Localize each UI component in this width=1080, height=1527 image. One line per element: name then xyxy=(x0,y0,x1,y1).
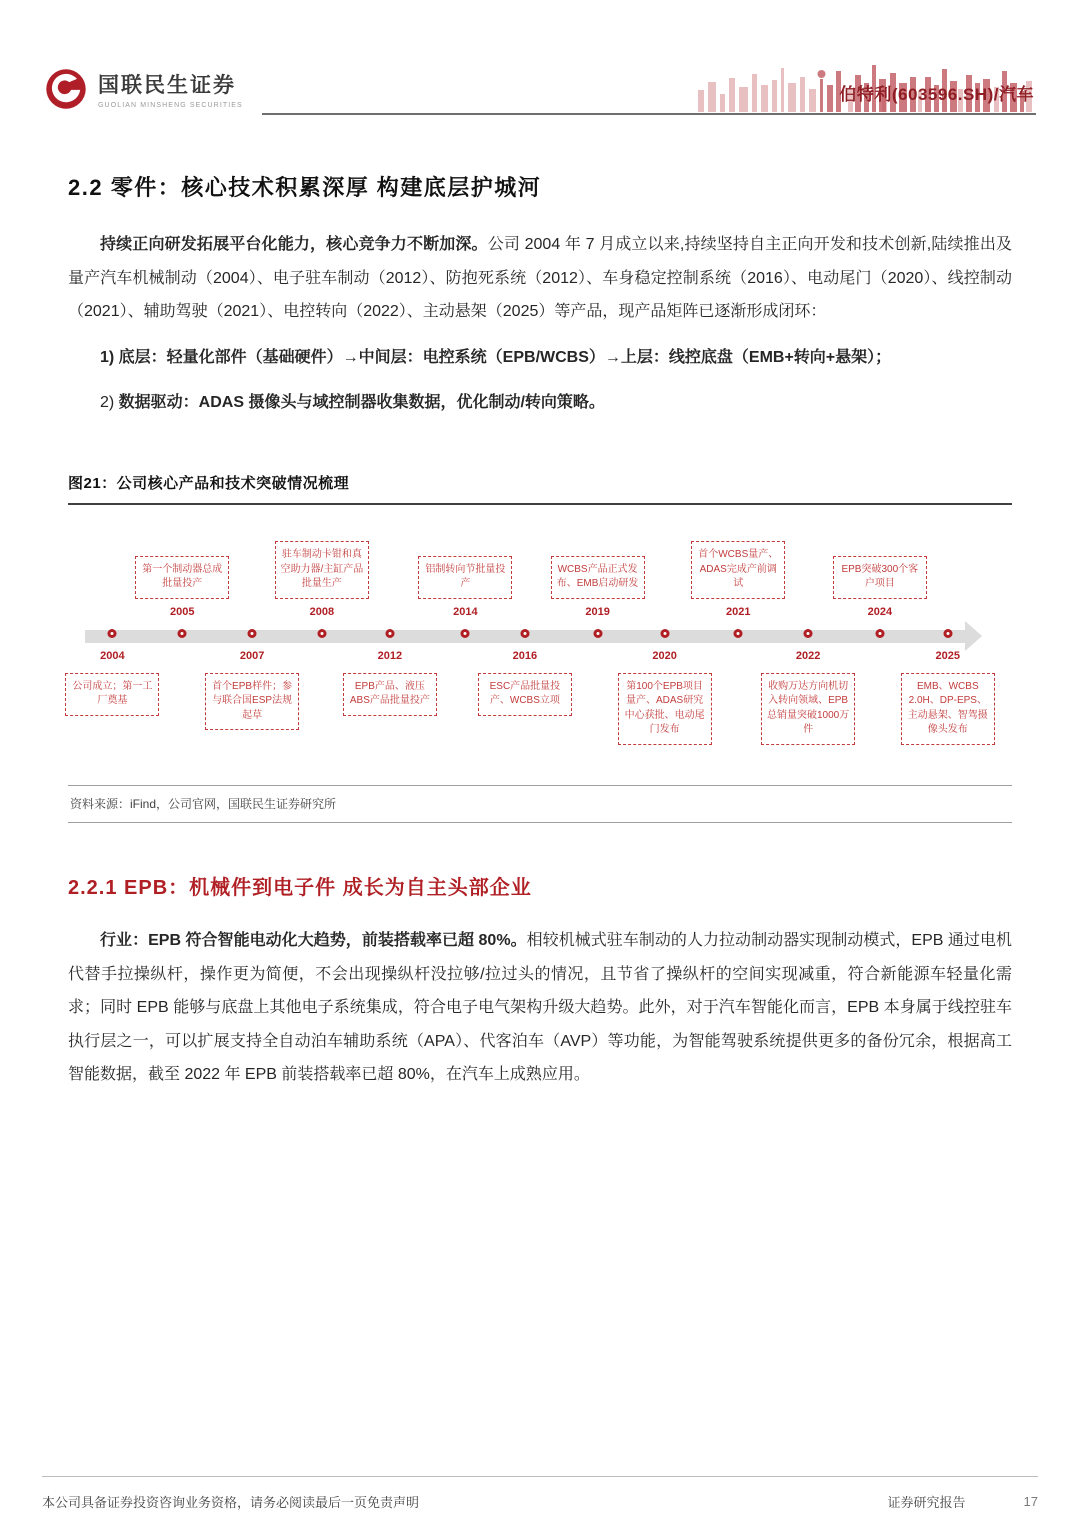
report-body xyxy=(0,171,1080,1092)
timeline-event-box: 首个WCBS量产、ADAS完成产前调试 xyxy=(691,541,785,599)
timeline-event-box: EPB产品、液压ABS产品批量投产 xyxy=(343,673,437,716)
timeline-node xyxy=(108,629,117,638)
report-footer xyxy=(42,1476,1038,1511)
timeline-year: 2019 xyxy=(585,605,610,618)
page-number: 17 xyxy=(1023,1494,1038,1509)
timeline-event-box: 第一个制动器总成批量投产 xyxy=(135,556,229,599)
timeline-year: 2020 xyxy=(652,649,677,662)
header-right xyxy=(262,51,1036,115)
paragraph-text: 公司 2004 年 7 月成立以来,持续坚持自主正向开发和技术创新,陆续推出及量产汽车机械制动（2004）、电子驻车制动（2012）、防抱死系统（2012）、车身稳定控制系统（2016）、电动尾门（2020）、线控制动（2021）、辅助驾驶（2021）、电控转向（2022）、主动悬架（2025）等产品，现产品矩阵已逐渐形成闭环： xyxy=(68,236,1012,321)
timeline-event-box: EPB突破300个客户项目 xyxy=(833,556,927,599)
subsection-heading: 2.2.1 EPB：机械件到电子件 成长为自主头部企业 xyxy=(68,876,532,899)
timeline-year: 2008 xyxy=(309,605,335,618)
timeline-node xyxy=(660,629,669,638)
paragraph-2-lead-bold: 行业：EPB 符合智能电动化大趋势，前装搭载率已超 80%。 xyxy=(100,931,527,949)
footer-disclaimer: 本公司具备证券投资咨询业务资格，请务必阅读最后一页免责声明 xyxy=(42,1495,420,1510)
timeline-year: 2005 xyxy=(169,605,195,618)
brand-logo xyxy=(44,67,262,115)
body-paragraph-1 xyxy=(68,228,1012,329)
section-heading: 2.2 零件：核心技术积累深厚 构建底层护城河 xyxy=(68,175,542,200)
timeline-event-box: ESC产品批量投产、WCBS立项 xyxy=(478,673,572,716)
timeline-event-box: 收购万达方向机切入转向领域、EPB总销量突破1000万件 xyxy=(761,673,855,745)
timeline-year: 2004 xyxy=(100,649,125,662)
timeline-year: 2022 xyxy=(795,649,821,662)
timeline-event-box: 第100个EPB项目量产、ADAS研究中心获批、电动尾门发布 xyxy=(618,673,712,745)
timeline-node xyxy=(248,629,257,638)
timeline-year: 2025 xyxy=(935,649,961,662)
list-item-2 xyxy=(68,386,1012,420)
footer-rule xyxy=(42,1476,1038,1477)
timeline-node xyxy=(520,629,529,638)
figure-top-rule xyxy=(68,503,1012,505)
timeline-node xyxy=(461,629,470,638)
timeline-node xyxy=(593,629,602,638)
timeline-year: 2007 xyxy=(239,649,265,662)
timeline-node xyxy=(804,629,813,638)
list-item-1: 1) 底层：轻量化部件（基础硬件）→中间层：电控系统（EPB/WCBS）→上层：线控底盘（EMB+转向+悬架）； xyxy=(100,348,892,366)
timeline-node xyxy=(178,629,187,638)
timeline-event-box: EMB、WCBS 2.0H、DP-EPS、主动悬架、智驾摄像头发布 xyxy=(901,673,995,745)
timeline-node xyxy=(734,629,743,638)
brand-subtitle: GUOLIAN MINSHENG SECURITIES xyxy=(98,102,243,109)
list-item-2-bold: 数据驱动：ADAS 摄像头与域控制器收集数据，优化制动/转向策略。 xyxy=(118,394,605,412)
timeline-year: 2014 xyxy=(453,605,478,618)
timeline-arrowhead-icon xyxy=(965,621,982,651)
report-header xyxy=(0,0,1080,115)
timeline-year: 2024 xyxy=(867,605,893,618)
paragraph-2-text: 相较机械式驻车制动的人力拉动制动器实现制动模式，EPB 通过电机代替手拉操纵杆，操作更为简便，不会出现操纵杆没拉够/拉过头的情况，且节省了操纵杆的空间实现减重，符合新能源车轻量化需求；同时 EPB 能够与底盘上其他电子系统集成，符合电子电气架构升级大趋势。此外，对于汽车智能化而言，EPB 本身属于线控驻车执行层之一，可以扩展支持全自动泊车辅助系统（APA）、代客泊车（AVP）等功能，为智能驾驶系统提供更多的备份冗余，根据高工智能数据，截至 2022 年 EPB 前装搭载率已超 80%，在汽车上成熟应用。 xyxy=(68,931,1012,1084)
footer-report-type: 证券研究报告 xyxy=(887,1495,966,1510)
figure-source: 资料来源：iFind，公司官网，国联民生证券研究所 xyxy=(70,796,337,811)
body-paragraph-2 xyxy=(68,924,1012,1092)
timeline-event-box: 铝制转向节批量投产 xyxy=(418,556,512,599)
timeline-node xyxy=(943,629,952,638)
list-item-2-prefix: 2) xyxy=(100,394,119,412)
timeline-year: 2016 xyxy=(512,649,538,662)
timeline-chart xyxy=(68,507,1012,785)
timeline-event-box: 公司成立；第一工厂奠基 xyxy=(65,673,159,716)
figure-21 xyxy=(68,472,1012,823)
timeline-node xyxy=(875,629,884,638)
timeline-event-box: WCBS产品正式发布、EMB启动研发 xyxy=(551,556,645,599)
figure-source-rule xyxy=(68,822,1012,823)
paragraph-lead-bold: 持续正向研发拓展平台化能力，核心竞争力不断加深。 xyxy=(100,236,488,253)
timeline-event-box: 驻车制动卡钳和真空助力器/主缸产品批量生产 xyxy=(275,541,369,599)
brand-logo-icon xyxy=(44,67,88,111)
timeline-event-box: 首个EPB样件；参与联合国ESP法规起草 xyxy=(205,673,299,731)
timeline-node xyxy=(317,629,326,638)
timeline-year: 2012 xyxy=(377,649,403,662)
timeline-year: 2021 xyxy=(725,605,751,618)
brand-text xyxy=(98,69,243,109)
doc-reference: 伯特利(603596.SH)/汽车 xyxy=(839,85,1034,104)
brand-name: 国联民生证券 xyxy=(98,74,236,97)
figure-title: 图21：公司核心产品和技术突破情况梳理 xyxy=(68,474,350,492)
timeline-node xyxy=(385,629,394,638)
